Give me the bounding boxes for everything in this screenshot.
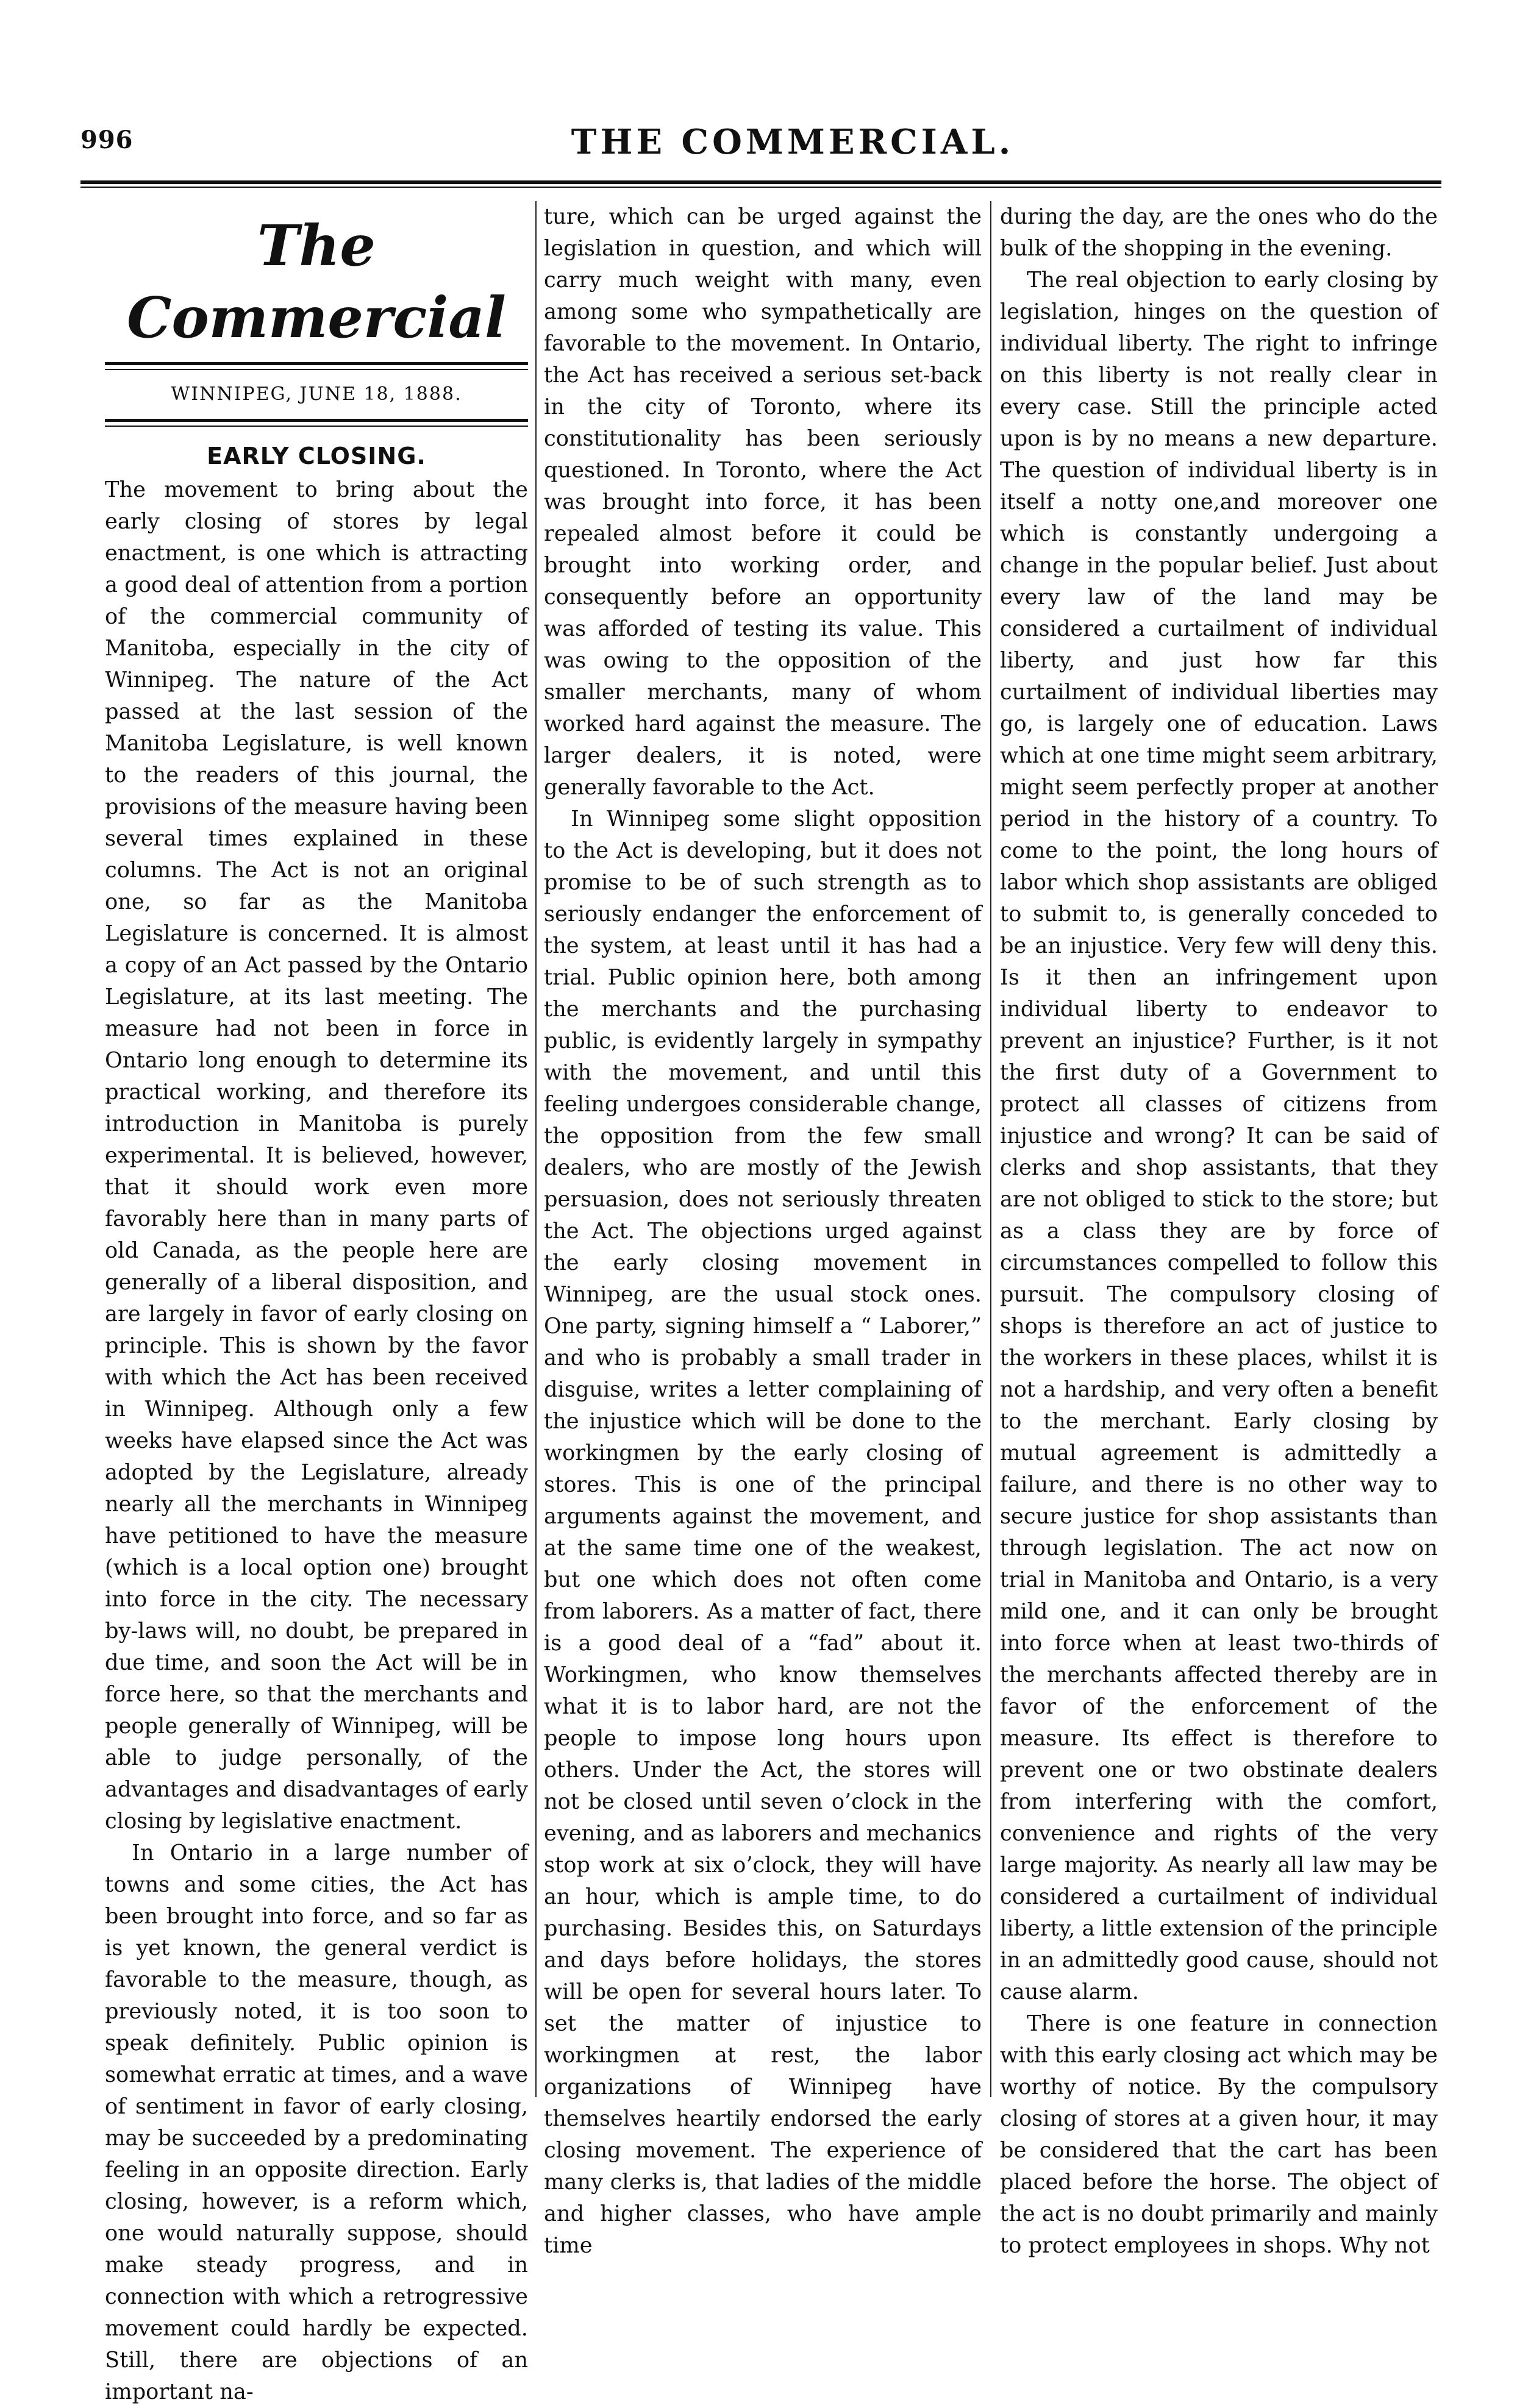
masthead-title: The Commercial xyxy=(127,213,506,351)
page-number: 996 xyxy=(80,126,134,154)
paragraph: In Ontario in a large number of towns and some cities, the Act has been brought into force, and so far as is yet known, the general verdict is favorable to the measure, though, as previously noted, it is too soon to speak definitely. Public opinion is somewhat erratic at times, and a wave of sentiment in favor of early closing, may be succeeded by a predominating feeling in an opposite direction. Early closing, however, is a reform which, one would naturally suppose, should make steady progress, and in connection with which a retrogressive movement could hardly be expected. Still, there are objections of an important na- xyxy=(105,1840,528,2404)
paragraph: ture, which can be urged against the legislation in question, and which will carry much weight with many, even among some who sympathetically are favorable to the movement. In Ontario, the Act has received a serious set-back in the city of Toronto, where its constitutionality has been seriously questioned. In Toronto, where the Act was brought into force, it has been repealed almost before it could be brought into working order, and consequently before an opportunity was afforded of testing its value. This was owing to the opposition of the smaller merchants, many of whom worked hard against the measure. The larger dealers, it is noted, were generally favorable to the Act. xyxy=(544,204,982,800)
column-divider xyxy=(535,201,537,2097)
masthead-rule xyxy=(105,362,528,370)
paragraph: In Winnipeg some slight opposition to the Act is developing, but it does not promise to be of such strength as to seriously endanger the enforcement of the system, at least until it has had a trial. Public opinion here, both among the merchants and the purchasing public, is evidently largely in sympathy with the movement, and until this feeling undergoes considerable change, the opposition from the few small dealers, who are mostly of the Jewish persuasion, does not seriously threaten the Act. The objections urged against the early closing movement in Winnipeg, are the usual stock ones. One party, signing himself a “ Laborer,” and who is probably a small trader in disguise, writes a letter complaining of the injustice which will be done to the workingmen by the early closing of stores. This is one of the principal arguments against the movement, and at the same time one of the weakest, but one which does not often come from laborers. As a matter of fact, there is a good deal of a “fad” about it. Workingmen, who know themselves what it is to labor hard, are not the people to impose long hours upon others. Under the Act, the stores will not be closed until seven o’clock in the evening, and as laborers and mechanics stop work at six o’clock, they will have an hour, which is ample time, to do purchasing. Besides this, on Saturdays and days before holidays, the stores will be open for several hours later. To set the matter of injustice to workingmen at rest, the labor organizations of Winnipeg have themselves heartily endorsed the early closing movement. The experience of many clerks is, that ladies of the middle and higher classes, who have ample time xyxy=(544,807,982,2258)
paragraph: The movement to bring about the early closing of stores by legal enactment, is one which is attracting a good deal of attention from a portion of the commercial community of Manitoba, especially in the city of Winnipeg. The nature of the Act passed at the last session of the Manitoba Legislature, is well known to the readers of this journal, the provisions of the measure having been several times explained in these columns. The Act is not an original one, so far as the Manitoba Legislature is concerned. It is almost a copy of an Act passed by the Ontario Legislature, at its last meeting. The measure had not been in force in Ontario long enough to determine its practical working, and therefore its introduction in Manitoba is purely experimental. It is believed, however, that it should work even more favorably here than in many parts of old Canada, as the people here are generally of a liberal disposition, and are largely in favor of early closing on principle. This is shown by the favor with which the Act has been received in Winnipeg. Although only a few weeks have elapsed since the Act was adopted by the Legislature, already nearly all the merchants in Winnipeg have petitioned to have the measure (which is a local option one) brought into force in the city. The necessary by-laws will, no doubt, be prepared in due time, and soon the Act will be in force here, so that the merchants and people generally of Winnipeg, will be able to judge personally, of the advantages and disadvantages of early closing by legislative enactment. xyxy=(105,477,528,1834)
running-head-title: THE COMMERCIAL. xyxy=(571,122,1015,162)
paragraph: The real objection to early closing by legislation, hinges on the question of individual liberty. The right to infringe on this liberty is not really clear in every case. Still the principle acted upon is by no means a new departure. The question of individual liberty is in itself a notty one,and moreover one which is constantly undergoing a change in the popular belief. Just about every law of the land may be considered a curtailment of individual liberty, and just how far this curtailment of individual liberties may go, is largely one of education. Laws which at one time might seem arbitrary, might seem perfectly proper at another period in the history of a country. To come to the point, the long hours of labor which shop assistants are obliged to submit to, is generally conceded to be an injustice. Very few will deny this. Is it then an infringement upon individual liberty to endeavor to prevent an injustice? Further, is it not the first duty of a Government to protect all classes of citizens from injustice and wrong? It can be said of clerks and shop assistants, that they are not obliged to stick to the store; but as a class they are by force of circumstances compelled to follow this pursuit. The compulsory closing of shops is therefore an act of justice to the workers in these places, whilst it is not a hardship, and very often a benefit to the merchant. Early closing by mutual agreement is admittedly a failure, and there is no other way to secure justice for shop assistants than through legislation. The act now on trial in Manitoba and Ontario, is a very mild one, and it can only be brought into force when at least two-thirds of the merchants affected thereby are in favor of the enforcement of the measure. Its effect is therefore to prevent one or two obstinate dealers from interfering with the comfort, convenience and rights of the very large majority. As nearly all law may be considered a curtailment of individual liberty, a little extension of the principle in an admittedly good cause, should not cause alarm. xyxy=(1000,268,1438,2004)
column-2 xyxy=(544,201,982,2258)
dateline: WINNIPEG, JUNE 18, 1888. xyxy=(171,383,462,405)
header-rule xyxy=(80,180,1441,188)
article-title: EARLY CLOSING. xyxy=(207,443,426,469)
paragraph: There is one feature in connection with this early closing act which may be worthy of notice. By the compulsory closing of stores at a given hour, it may be considered that the cart has been placed before the horse. The object of the act is no doubt primarily and mainly to protect employees in shops. Why not xyxy=(1000,2011,1438,2258)
paragraph: during the day, are the ones who do the bulk of the shopping in the evening. xyxy=(1000,204,1438,261)
column-3 xyxy=(1000,201,1438,2258)
column-divider xyxy=(990,201,991,2097)
column-1 xyxy=(105,201,528,2404)
dateline-rule xyxy=(105,419,528,427)
